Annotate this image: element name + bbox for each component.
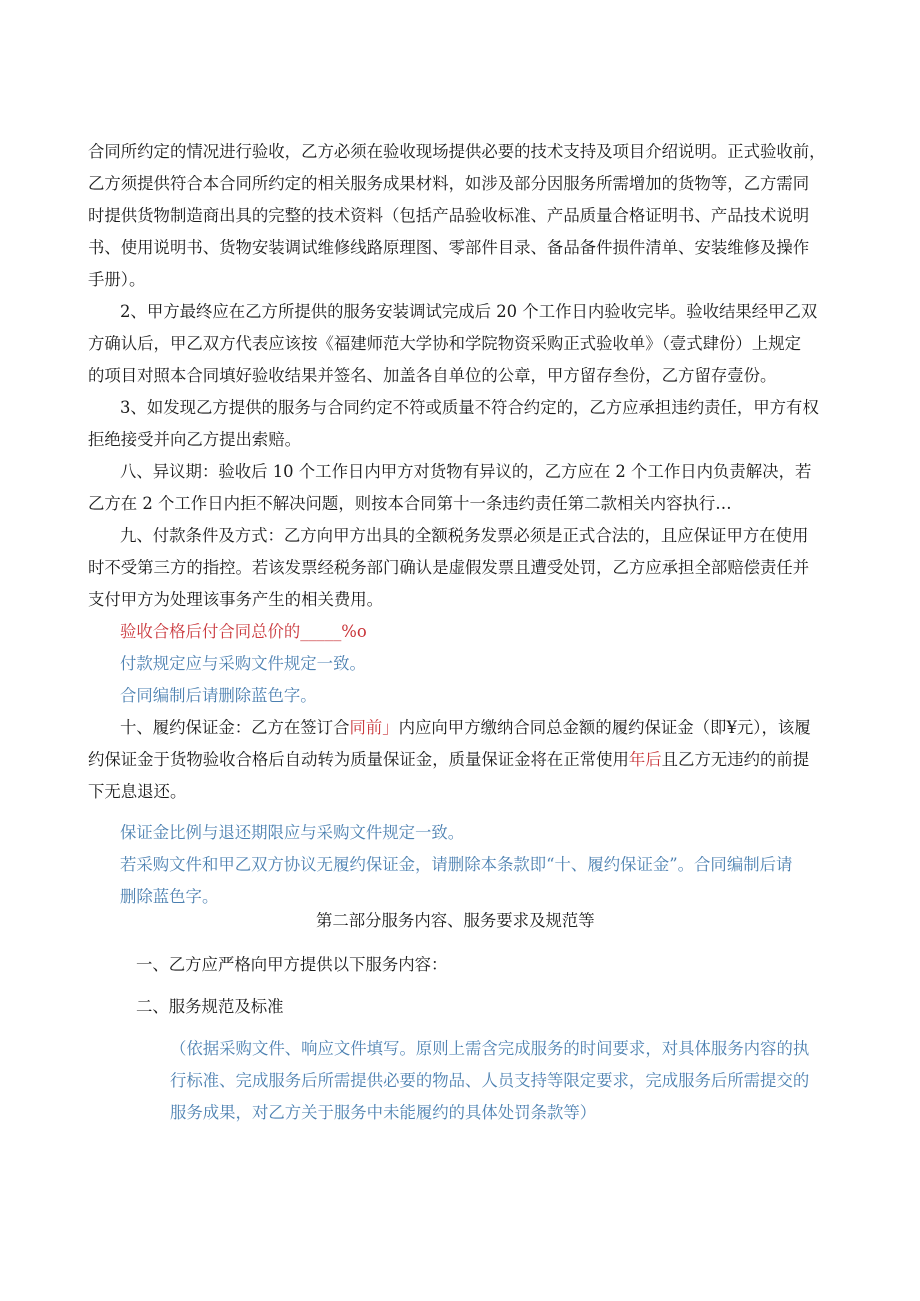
deposit-red-mark: 同前」 — [349, 718, 399, 737]
deposit-text: 十、履约保证金：乙方在签订合 — [120, 718, 350, 737]
payment-percentage-placeholder: 验收合格后付合同总价的_____%o — [120, 622, 367, 641]
deposit-note: 保证金比例与退还期限应与采购文件规定一致。 — [120, 823, 465, 842]
deposit-text: 且乙方无违约的前提 — [661, 750, 810, 769]
paragraph-line: 方确认后，甲乙双方代表应该按《福建师范大学协和学院物资采购正式验收单》（壹式肆份）上规定 — [88, 334, 801, 353]
paragraph-line: 合同所约定的情况进行验收，乙方必须在验收现场提供必要的技术支持及项目介绍说明。正式验收前， — [88, 142, 826, 161]
paragraph-line: 手册）。 — [88, 270, 146, 289]
paragraph-line: 乙方在 2 个工作日内拒不解决问题，则按本合同第十一条违约责任第二款相关内容执行… — [88, 494, 732, 513]
section-title: 第二部分服务内容、服务要求及规范等 — [316, 911, 595, 930]
paragraph-line: 的项目对照本合同填好验收结果并签名、加盖各自单位的公章，甲方留存叁份，乙方留存壹份。 — [88, 366, 777, 385]
paragraph-line: 支付甲方为处理该事务产生的相关费用。 — [88, 590, 384, 609]
service-note: 服务成果，对乙方关于服务中未能履约的具体处罚条款等） — [170, 1103, 597, 1122]
deposit-red-mark: 年后 — [628, 750, 662, 769]
editing-note: 合同编制后请删除蓝色字。 — [120, 686, 317, 705]
paragraph-line: 时提供货物制造商出具的完整的技术资料（包括产品验收标准、产品质量合格证明书、产品技术说明 — [88, 206, 810, 225]
deposit-note: 删除蓝色字。 — [120, 887, 219, 906]
paragraph-line: 九、付款条件及方式：乙方向甲方出具的全额税务发票必须是正式合法的，且应保证甲方在使用 — [120, 526, 809, 545]
paragraph-line: 下无息退还。 — [88, 782, 187, 801]
paragraph-line: 书、使用说明书、货物安装调试维修线路原理图、零部件目录、备品备件损件清单、安装维修及操作 — [88, 238, 810, 257]
paragraph-line: 八、异议期：验收后 10 个工作日内甲方对货物有异议的，乙方应在 2 个工作日内负责解决，若 — [120, 462, 812, 481]
deposit-line-1 — [120, 718, 811, 738]
service-item-1: 一、乙方应严格向甲方提供以下服务内容： — [136, 955, 448, 974]
deposit-line-2 — [88, 750, 809, 770]
service-note: 行标准、完成服务后所需提供必要的物品、人员支持等限定要求，完成服务后所需提交的 — [170, 1071, 810, 1090]
paragraph-line: 时不受第三方的指控。若该发票经税务部门确认是虚假发票且遭受处罚，乙方应承担全部赔偿责任并 — [88, 558, 810, 577]
paragraph-line: 2、甲方最终应在乙方所提供的服务安装调试完成后 20 个工作日内验收完毕。验收结果经甲乙双 — [120, 302, 818, 321]
deposit-text: 约保证金于货物验收合格后自动转为质量保证金，质量保证金将在正常使用 — [88, 750, 629, 769]
deposit-note: 若采购文件和甲乙双方协议无履约保证金，请删除本条款即“十、履约保证金”。合同编制后请 — [120, 855, 793, 874]
paragraph-line: 乙方须提供符合本合同所约定的相关服务成果材料，如涉及部分因服务所需增加的货物等，乙方需同 — [88, 174, 810, 193]
paragraph-line: 拒绝接受并向乙方提出索赔。 — [88, 430, 302, 449]
deposit-text: 内应向甲方缴纳合同总金额的履约保证金（即¥元），该履 — [398, 718, 811, 737]
service-note: （依据采购文件、响应文件填写。原则上需含完成服务的时间要求，对具体服务内容的执 — [170, 1039, 810, 1058]
service-item-2: 二、服务规范及标准 — [136, 997, 284, 1016]
paragraph-line: 3、如发现乙方提供的服务与合同约定不符或质量不符合约定的，乙方应承担违约责任，甲方有权 — [120, 398, 819, 417]
payment-note: 付款规定应与采购文件规定一致。 — [120, 654, 366, 673]
